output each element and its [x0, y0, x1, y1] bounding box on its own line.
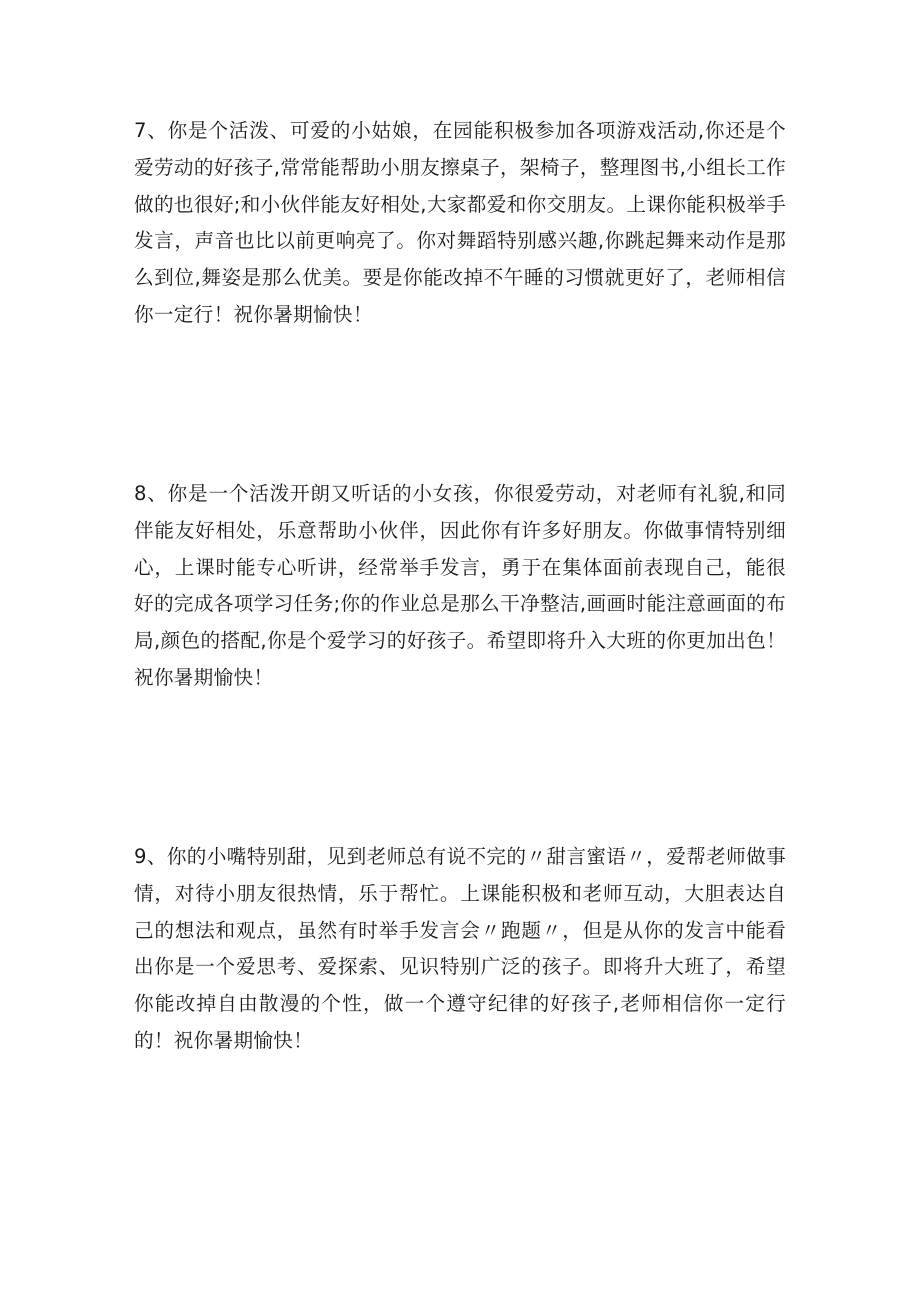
comment-paragraph-7: 7、你是个活泼、可爱的小姑娘，在园能积极参加各项游戏活动,你还是个爱劳动的好孩子,常常能帮助小朋友擦桌子，架椅子，整理图书,小组长工作做的也很好;和小伙伴能友好相处,大家都爱和你交朋友。上课你能积极举手发言，声音也比以前更响亮了。你对舞蹈特别感兴趣,你跳起舞来动作是那么到位,舞姿是那么优美。要是你能改掉不午睡的习惯就更好了，老师相信你一定行！祝你暑期愉快！: [134, 119, 786, 326]
comment-paragraph-9: 9、你的小嘴特别甜，见到老师总有说不完的〃甜言蜜语〃，爱帮老师做事情，对待小朋友很热情，乐于帮忙。上课能积极和老师互动，大胆表达自己的想法和观点，虽然有时举手发言会〃跑题〃，但是从你的发言中能看出你是一个爱思考、爱探索、见识特别广泛的孩子。即将升大班了，希望你能改掉自由散漫的个性，做一个遵守纪律的好孩子,老师相信你一定行的！祝你暑期愉快！: [134, 845, 786, 1052]
comment-paragraph-8: 8、你是一个活泼开朗又听话的小女孩，你很爱劳动，对老师有礼貌,和同伴能友好相处，乐意帮助小伙伴，因此你有许多好朋友。你做事情特别细心，上课时能专心听讲，经常举手发言，勇于在集体面前表现自己，能很好的完成各项学习任务;你的作业总是那么干净整洁,画画时能注意画面的布局,颜色的搭配,你是个爱学习的好孩子。希望即将升入大班的你更加出色！祝你暑期愉快！: [134, 482, 786, 689]
